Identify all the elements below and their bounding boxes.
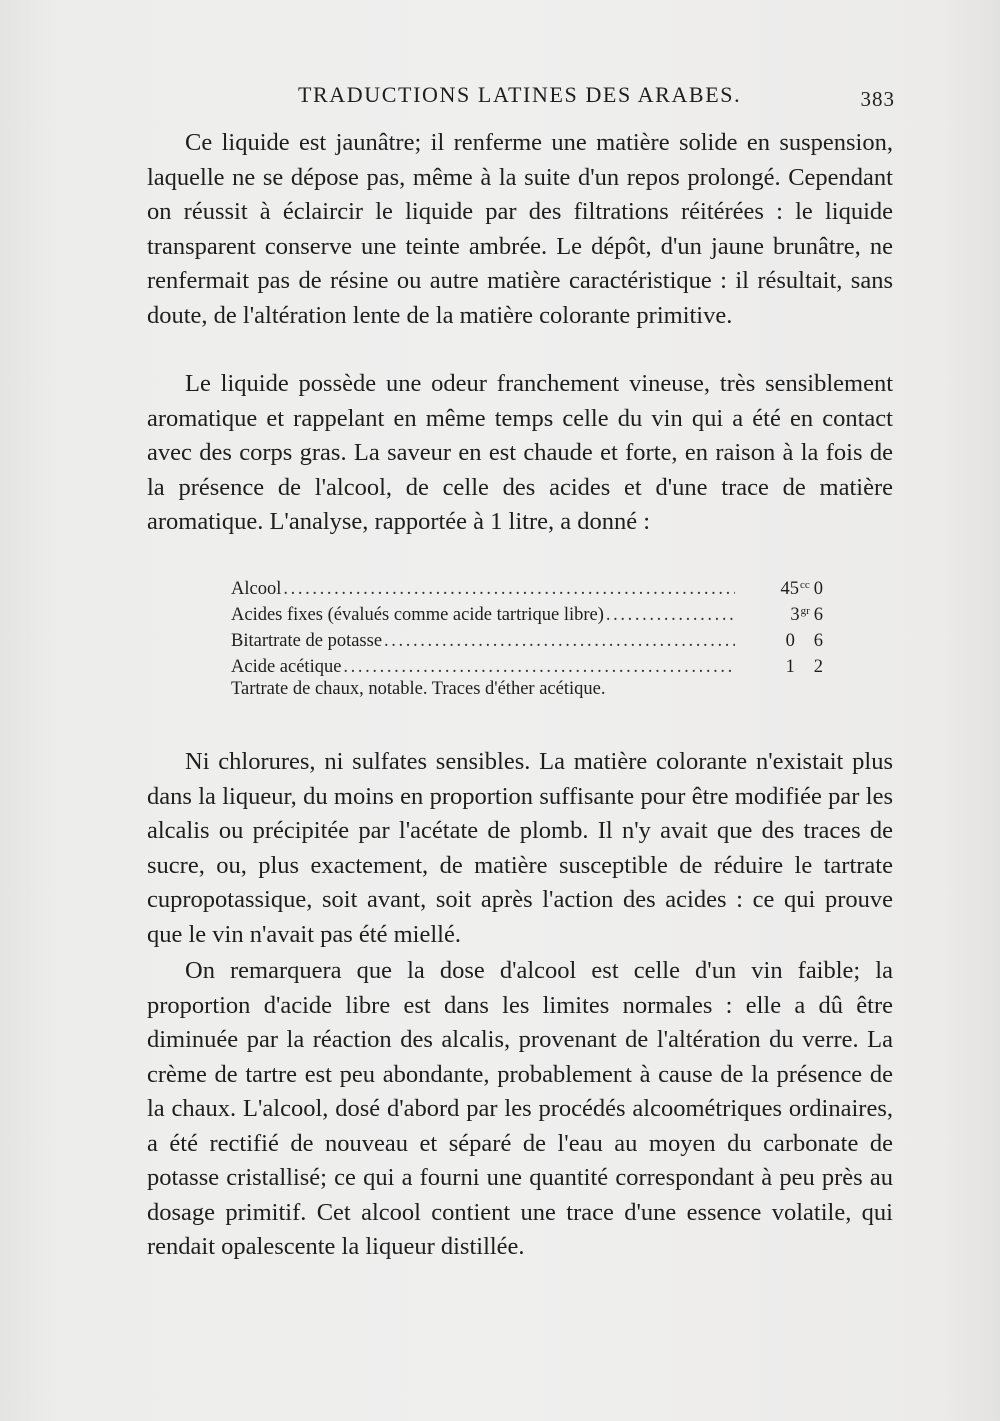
value-integer: 3 (790, 605, 800, 625)
page-number: 383 (860, 87, 895, 111)
value-decimal: 6 (813, 605, 823, 625)
analysis-table (231, 572, 827, 702)
analysis-row-acides-fixes (231, 598, 827, 624)
paragraph-3 (147, 745, 893, 952)
paragraph-4 (147, 954, 893, 1265)
analysis-note: Tartrate de chaux, notable. Traces d'éther acétique. (231, 679, 606, 699)
analysis-label: Bitartrate de potasse (231, 631, 383, 651)
dot-leader (384, 628, 735, 654)
value-integer: 0 (785, 631, 795, 651)
value-decimal: 0 (813, 579, 823, 599)
dot-leader (283, 576, 735, 602)
value-decimal: 6 (813, 631, 823, 651)
value-decimal: 2 (813, 657, 823, 677)
analysis-value (741, 650, 827, 680)
value-unit: gr (800, 605, 810, 617)
paragraph-text: Ni chlorures, ni sulfates sensibles. La matière colorante n'existait plus dans la liqueur, du moins en proportion suffisante pour être modifiée par les alcalis ou précipitée par l'acétate de plomb. Il n'y avait que des traces de sucre, ou, plus exactement, de matière susceptible de réduire le tartrate cupropotassique, soit avant, soit après l'action des acides : ce qui prouve que le vin n'avait pas été miellé. (147, 748, 893, 948)
analysis-row-alcool (231, 572, 827, 598)
value-integer: 45 (780, 579, 799, 599)
analysis-row-bitartrate (231, 624, 827, 650)
analysis-label: Acide acétique (231, 657, 342, 677)
analysis-label: Acides fixes (évalués comme acide tartrique libre) (231, 605, 604, 625)
paragraph-2 (147, 367, 893, 540)
paragraph-1 (147, 126, 893, 333)
analysis-row-acide-acetique (231, 650, 827, 676)
paragraph-text: On remarquera que la dose d'alcool est celle d'un vin faible; la proportion d'acide libre est dans les limites normales : elle a dû être diminuée par la réaction des alcalis, provenant de l'altération du verre. La crème de tartre est peu abondante, probablement à cause de la présence de la chaux. L'alcool, dosé d'abord par les procédés alcoométriques ordinaires, a été rectifié de nouveau et séparé de l'eau au moyen du carbonate de potasse cristallisé; ce qui a fourni une quantité correspondant à peu près au dosage primitif. Cet alcool contient une trace d'une essence volatile, qui rendait opalescente la liqueur distillée. (147, 957, 893, 1260)
paragraph-text: Ce liquide est jaunâtre; il renferme une matière solide en suspension, laquelle ne se dépose pas, même à la suite d'un repos prolongé. Cependant on réussit à éclaircir le liquide par des filtrations réitérées : le liquide transparent conserve une teinte ambrée. Le dépôt, d'un jaune brunâtre, ne renfermait pas de résine ou autre matière caractéristique : il résultait, sans doute, de l'altération lente de la matière colorante primitive. (147, 129, 893, 329)
dot-leader (606, 602, 735, 628)
paragraph-text: Le liquide possède une odeur franchement vineuse, très sensiblement aromatique et rappelant en même temps celle du vin qui a été en contact avec des corps gras. La saveur en est chaude et forte, en raison à la fois de la présence de l'alcool, de celle des acides et d'une trace de matière aromatique. L'analyse, rapportée à 1 litre, a donné : (147, 370, 893, 535)
value-integer: 1 (785, 657, 795, 677)
value-unit: cc (799, 579, 810, 591)
analysis-label: Alcool (231, 579, 282, 599)
page-header (150, 82, 895, 122)
running-title: TRADUCTIONS LATINES DES ARABES. (298, 82, 742, 107)
